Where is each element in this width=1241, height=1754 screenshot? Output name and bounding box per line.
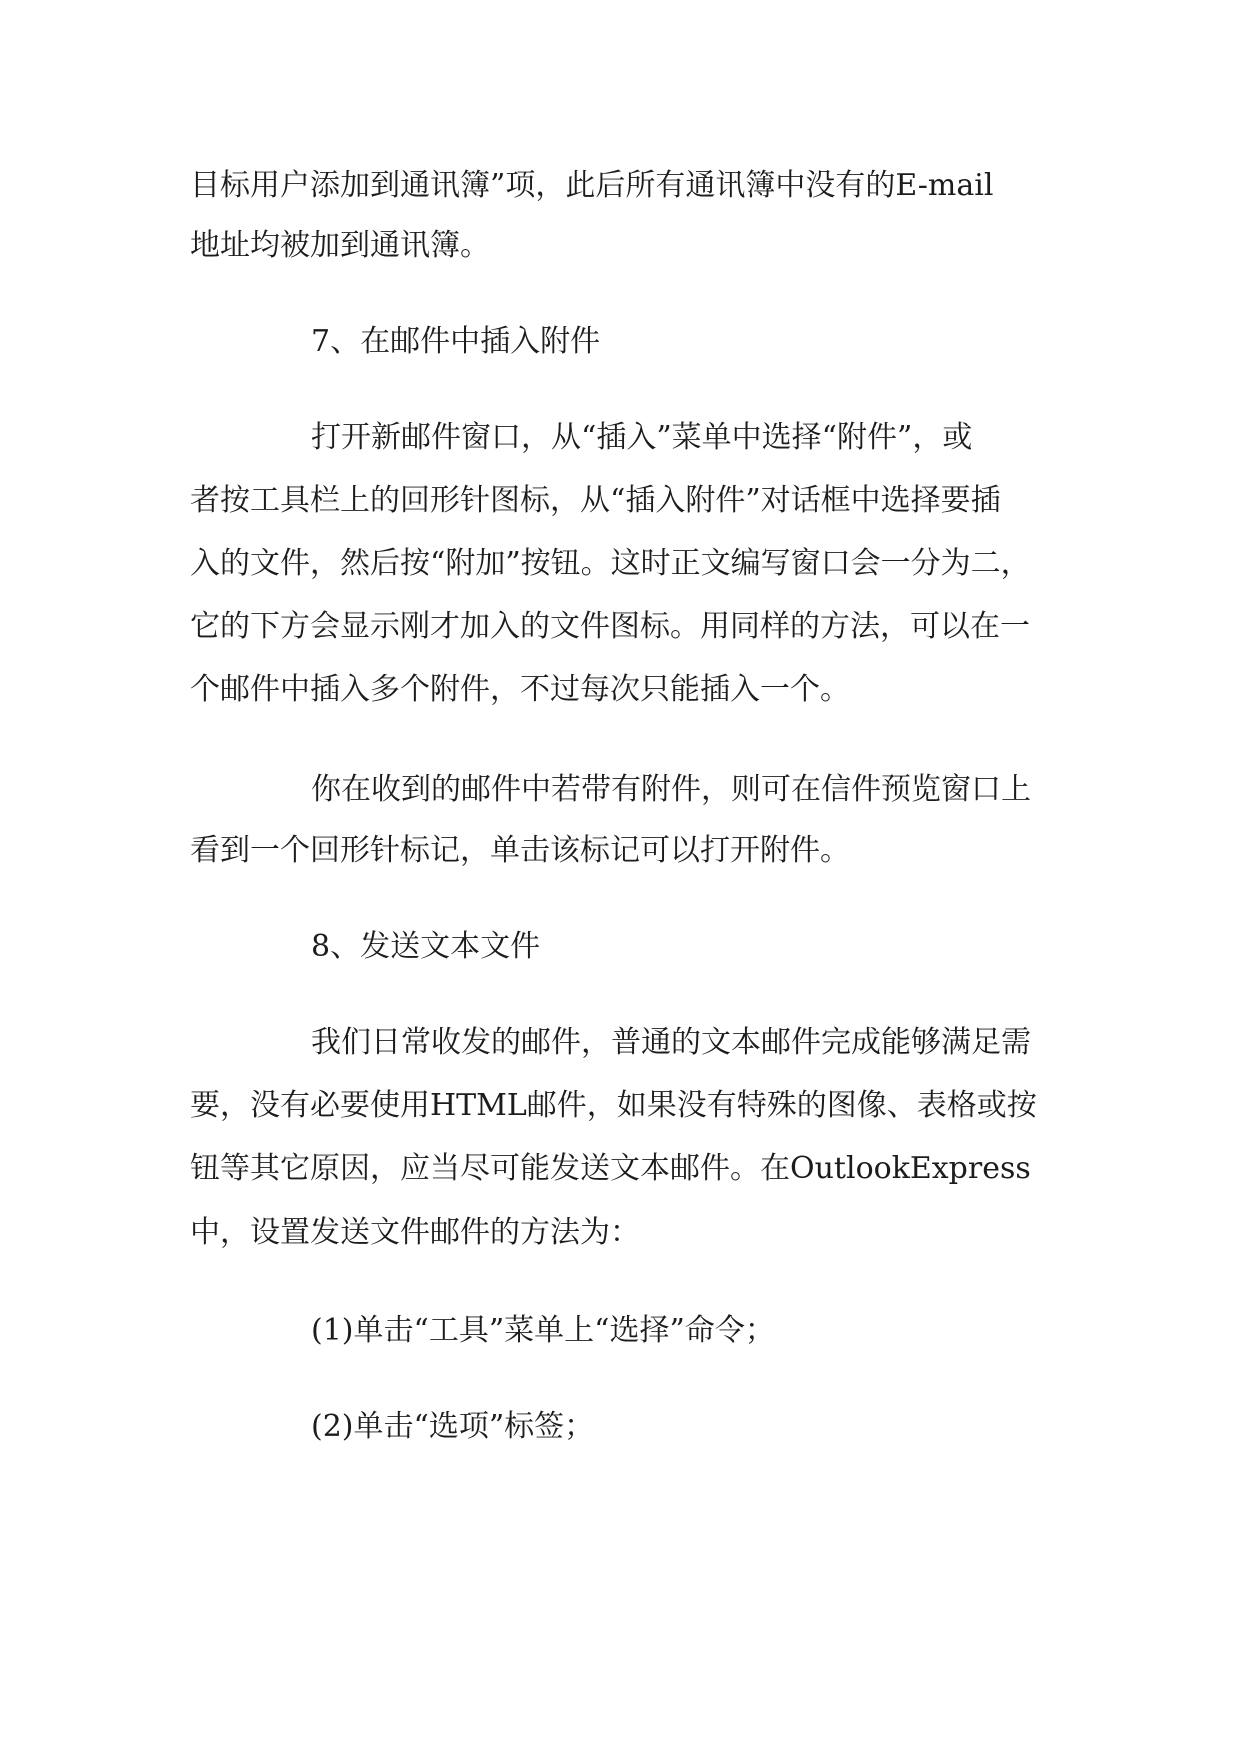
section-heading-8: 8、发送文本文件: [311, 929, 541, 964]
text-line-9: 你在收到的邮件中若带有附件，则可在信件预览窗口上: [311, 772, 1031, 807]
text-line-6: 入的文件，然后按“附加”按钮。这时正文编写窗口会一分为二，: [190, 546, 1031, 581]
text-line-13: 要，没有必要使用HTML邮件，如果没有特殊的图像、表格或按: [190, 1088, 1037, 1123]
text-line-2: 地址均被加到通讯簿。: [190, 228, 490, 263]
text-line-10: 看到一个回形针标记，单击该标记可以打开附件。: [190, 833, 850, 868]
section-heading-7: 7、在邮件中插入附件: [311, 324, 601, 359]
text-line-12: 我们日常收发的邮件，普通的文本邮件完成能够满足需: [311, 1025, 1031, 1060]
text-line-7: 它的下方会显示刚才加入的文件图标。用同样的方法，可以在一: [190, 609, 1030, 644]
step-2: (2)单击“选项”标签；: [311, 1409, 595, 1444]
text-line-15: 中，设置发送文件邮件的方法为：: [190, 1215, 640, 1250]
text-line-5: 者按工具栏上的回形针图标，从“插入附件”对话框中选择要插: [190, 483, 1001, 518]
text-line-4: 打开新邮件窗口，从“插入”菜单中选择“附件”，或: [311, 420, 973, 455]
text-line-1: 目标用户添加到通讯簿”项，此后所有通讯簿中没有的E-mail: [190, 168, 994, 203]
text-line-8: 个邮件中插入多个附件，不过每次只能插入一个。: [190, 672, 850, 707]
step-1: (1)单击“工具”菜单上“选择”命令；: [311, 1313, 775, 1348]
text-line-14: 钮等其它原因，应当尽可能发送文本邮件。在OutlookExpress: [190, 1151, 1031, 1186]
